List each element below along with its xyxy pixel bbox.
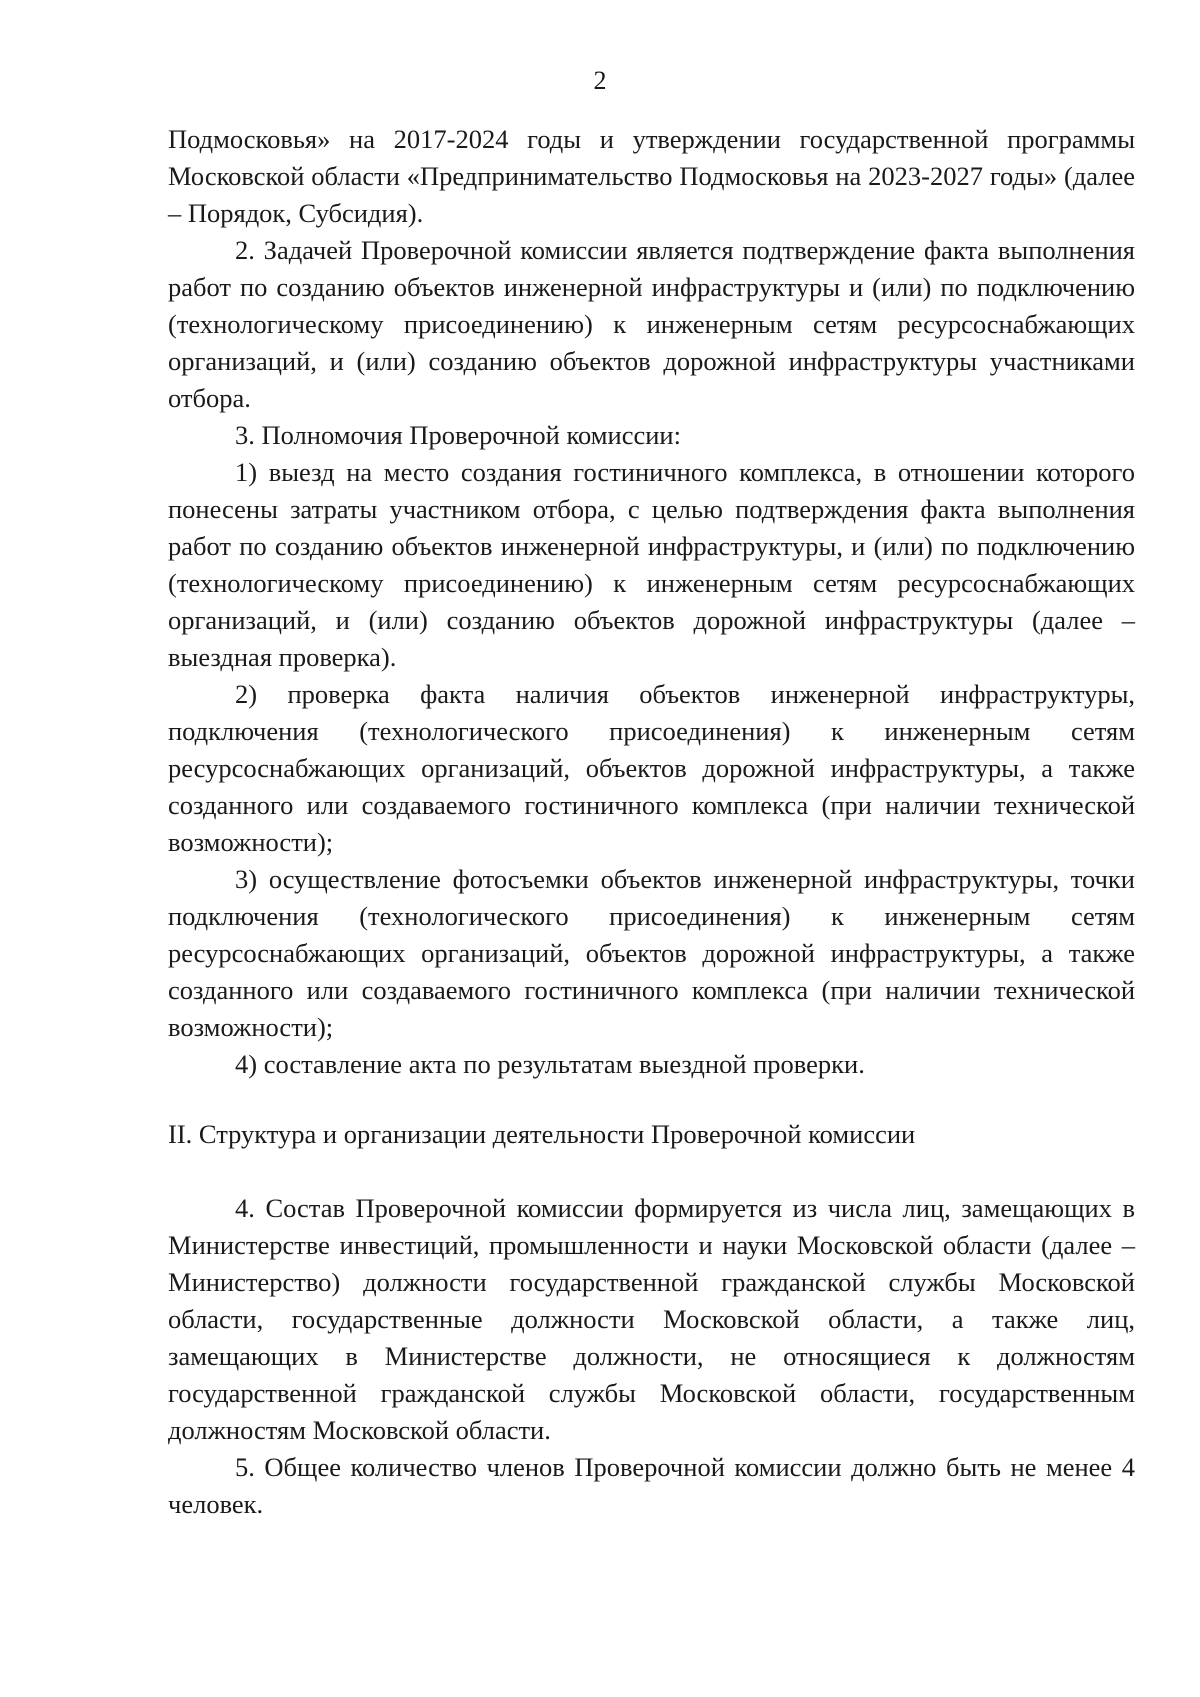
page-number: 2 xyxy=(593,66,607,95)
subitem-3: 3) осуществление фотосъемки объектов инженерной инфраструктуры, точки подключения (технологического присоединения) к инженерным сетям ресурсоснабжающих организаций, объектов дорожной инфраструктуры, а также созданного или создаваемого гостиничного комплекса (при наличии технической возможности); xyxy=(168,864,1135,1042)
document-body xyxy=(168,121,1135,1523)
subitem-4: 4) составление акта по результатам выездной проверки. xyxy=(235,1049,865,1079)
paragraph-item-3: 3. Полномочия Проверочной комиссии: xyxy=(235,420,681,450)
paragraph-item-2: 2. Задачей Проверочной комиссии является подтверждение факта выполнения работ по созданию объектов инженерной инфраструктуры и (или) по подключению (технологическому присоединению) к инженерным сетям ресурсоснабжающих организаций, и (или) созданию объектов дорожной инфраструктуры участниками отбора. xyxy=(168,235,1135,413)
paragraph-item-4: 4. Состав Проверочной комиссии формируется из числа лиц, замещающих в Министерстве инвестиций, промышленности и науки Московской области (далее – Министерство) должности государственной гражданской службы Московской области, государственные должности Московской области, а также лиц, замещающих в Министерстве должности, не относящиеся к должностям государственной гражданской службы Московской области, государственным должностям Московской области. xyxy=(168,1193,1135,1445)
paragraph-continuation: Подмосковья» на 2017-2024 годы и утверждении государственной программы Московской области «Предпринимательство Подмосковья на 2023-2027 годы» (далее – Порядок, Субсидия). xyxy=(168,124,1135,228)
paragraph-item-5: 5. Общее количество членов Проверочной комиссии должно быть не менее 4 человек. xyxy=(168,1452,1135,1519)
section-heading: II. Структура и организации деятельности Проверочной комиссии xyxy=(168,1119,916,1149)
subitem-2: 2) проверка факта наличия объектов инженерной инфраструктуры, подключения (технологического присоединения) к инженерным сетям ресурсоснабжающих организаций, объектов дорожной инфраструктуры, а также созданного или создаваемого гостиничного комплекса (при наличии технической возможности); xyxy=(168,679,1135,857)
subitem-1: 1) выезд на место создания гостиничного комплекса, в отношении которого понесены затраты участником отбора, с целью подтверждения факта выполнения работ по созданию объектов инженерной инфраструктуры, и (или) по подключению (технологическому присоединению) к инженерным сетям ресурсоснабжающих организаций, и (или) созданию объектов дорожной инфраструктуры (далее – выездная проверка). xyxy=(168,457,1135,672)
